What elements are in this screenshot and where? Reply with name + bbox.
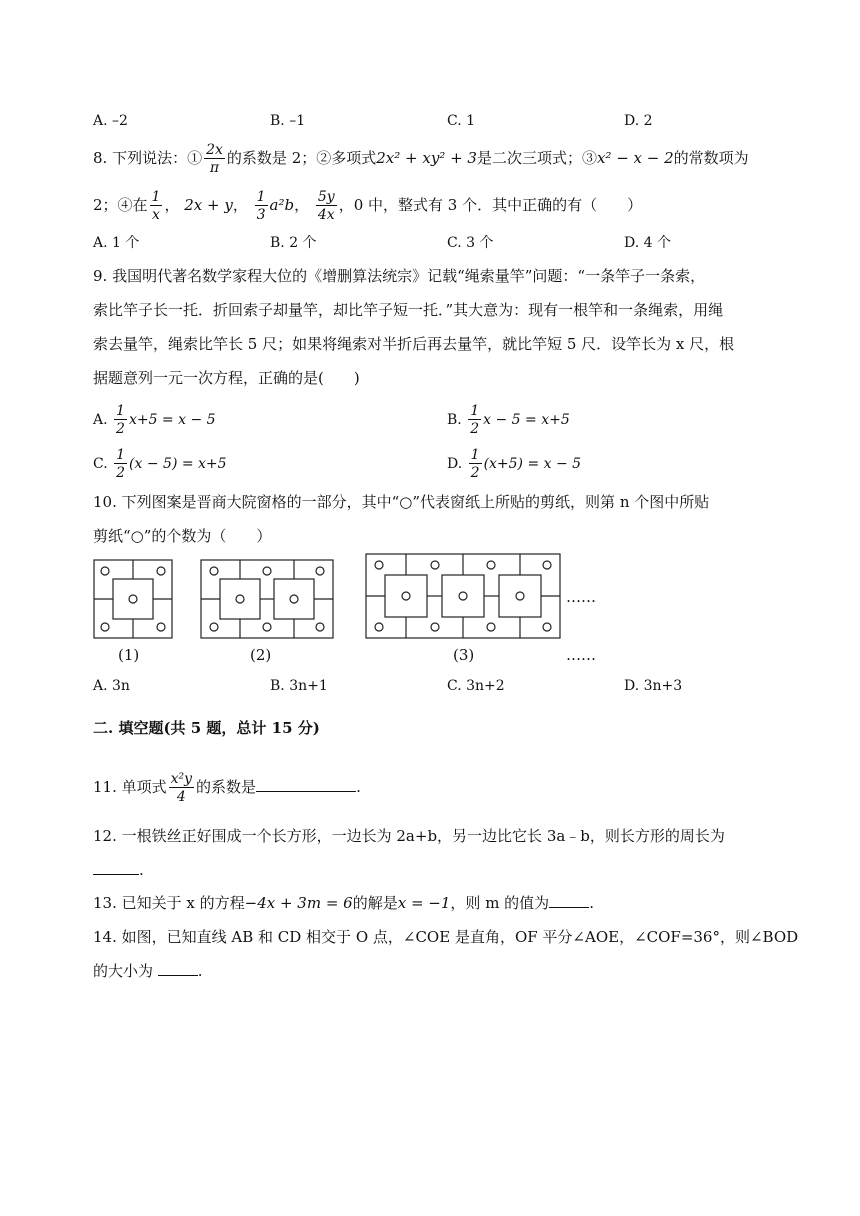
q10-line2: 剪纸“○”的个数为（ ） xyxy=(93,527,272,545)
q14-answer-blank[interactable] xyxy=(158,961,198,976)
frac-denominator: 2 xyxy=(116,421,125,437)
q12-line2 xyxy=(93,860,144,880)
q8-expr-a2b: a²b xyxy=(269,196,295,214)
frac-denominator: 2 xyxy=(470,421,480,437)
q8-polynomial: 2x² + xy² + 3 xyxy=(376,149,477,167)
option-label: B. xyxy=(447,412,462,428)
q11-lead: 11. 单项式 xyxy=(93,778,167,796)
q8-fraction-1-3 xyxy=(255,190,268,222)
frac-numerator: 1 xyxy=(256,189,266,205)
q13-mid: 的解是 xyxy=(352,894,398,912)
fraction-one-half xyxy=(469,448,482,480)
q8-fraction-1-x xyxy=(150,190,163,222)
fraction-one-half xyxy=(114,448,127,480)
frac-numerator: 1 xyxy=(116,403,125,419)
figure-caption-2: (2) xyxy=(250,646,272,664)
window-lattice-figure-2 xyxy=(200,559,334,639)
q8-line2-start: 2；④在 xyxy=(93,196,148,214)
q9-line2: 索比竿子长一托．折回索子却量竿，却比竿子短一托．”其大意为：现有一根竿和一条绳索，用绳 xyxy=(93,301,724,319)
fraction-one-half xyxy=(114,404,127,436)
frac-denominator: x xyxy=(152,207,160,223)
q11-monomial-fraction xyxy=(169,772,194,804)
q8-text1: 的系数是 2；②多项式 xyxy=(226,149,377,167)
q9-option-b xyxy=(447,404,570,436)
fraction-one-half xyxy=(468,404,481,436)
q13-period: . xyxy=(589,894,594,912)
frac-numerator: 1 xyxy=(470,447,480,463)
q8-option-c: C. 3 个 xyxy=(447,235,494,251)
figure-caption-1: (1) xyxy=(118,646,140,664)
q9-line3: 索去量竿，绳索比竿长 5 尺；如果将绳索对半折后再去量竿，就比竿短 5 尺．设竿长为 x 尺，根 xyxy=(93,335,735,353)
q13-solution: x = −1 xyxy=(397,894,451,912)
q7-option-c: C. 1 xyxy=(447,113,476,129)
q8-option-a: A. 1 个 xyxy=(93,235,140,251)
q13-answer-blank[interactable] xyxy=(549,893,589,908)
window-lattice-figure-1 xyxy=(93,559,173,639)
q9-option-c xyxy=(93,448,227,480)
q8-line1 xyxy=(93,143,749,175)
frac-numerator: 1 xyxy=(470,403,480,419)
frac-numerator: 1 xyxy=(151,189,161,205)
q8-polynomial2: x² − x − 2 xyxy=(596,149,674,167)
q10-option-d: D. 3n+3 xyxy=(624,678,683,694)
option-equation: (x+5) = x − 5 xyxy=(483,456,582,472)
q8-lead: 下列说法：① xyxy=(112,149,203,167)
q12-period: . xyxy=(139,861,144,879)
lattice-drawing-2 xyxy=(200,559,334,639)
option-label: A. xyxy=(93,412,108,428)
q8-text2: 是二次三项式；③ xyxy=(476,149,597,167)
frac-denominator: 3 xyxy=(256,207,266,223)
lattice-drawing-3 xyxy=(365,553,561,639)
q14-line2 xyxy=(93,961,203,981)
q8-option-b: B. 2 个 xyxy=(270,235,317,251)
option-equation: (x − 5) = x+5 xyxy=(129,456,227,472)
q14-line1: 14. 如图，已知直线 AB 和 CD 相交于 O 点，∠COE 是直角，OF 平分∠AOE，∠COF=36°，则∠BOD xyxy=(93,928,799,946)
q9-option-a xyxy=(93,404,216,436)
q9-line4: 据题意列一元一次方程，正确的是( ) xyxy=(93,369,360,387)
q11-line xyxy=(93,772,361,804)
option-equation: x+5 = x − 5 xyxy=(128,412,216,428)
frac-denominator: 4x xyxy=(317,207,335,223)
q13-tail: ，则 m 的值为 xyxy=(450,894,550,912)
figure-continuation-ellipsis: …… xyxy=(566,588,596,606)
q13-lead: 13. 已知关于 x 的方程 xyxy=(93,894,245,912)
q13-equation: −4x + 3m = 6 xyxy=(244,894,353,912)
frac-numerator: 5y xyxy=(317,189,335,205)
q7-option-b: B. –1 xyxy=(270,113,306,129)
lattice-drawing-1 xyxy=(93,559,173,639)
q10-line1: 10. 下列图案是晋商大院窗格的一部分，其中“○”代表窗纸上所贴的剪纸，则第 n 个图中所贴 xyxy=(93,493,710,511)
q9-option-d xyxy=(447,448,581,480)
q8-option-d: D. 4 个 xyxy=(624,235,671,251)
section-heading-fill-in: 二. 填空题(共 5 题，总计 15 分) xyxy=(93,719,320,737)
frac-numerator: 1 xyxy=(116,447,126,463)
q8-fraction-2x-pi xyxy=(204,143,225,175)
q11-period: . xyxy=(356,778,361,796)
window-lattice-figure-3 xyxy=(365,553,561,639)
option-equation: x − 5 = x+5 xyxy=(483,412,570,428)
q13-line xyxy=(93,893,594,913)
figure-caption-3: (3) xyxy=(453,646,475,664)
option-label: C. xyxy=(93,456,108,472)
q14-period: . xyxy=(197,962,203,980)
q12-line1: 12. 一根铁丝正好围成一个长方形，一边长为 2a+b，另一边比它长 3a﹣b，则长方形的周长为 xyxy=(93,827,725,845)
q8-fraction-5y-4x xyxy=(316,190,337,222)
frac-numerator: 2x xyxy=(206,142,223,158)
frac-denominator: 2 xyxy=(470,465,480,481)
option-label: D. xyxy=(447,456,463,472)
q9-line1: 9. 我国明代著名数学家程大位的《增删算法统宗》记载“绳索量竿”问题：“一条竿子一条索， xyxy=(93,267,706,285)
q7-option-d: D. 2 xyxy=(624,113,653,129)
q8-text3: 的常数项为 xyxy=(673,149,749,167)
q14-lead: 的大小为 xyxy=(93,962,154,980)
frac-numerator: x²y xyxy=(170,771,193,787)
frac-denominator: 2 xyxy=(116,465,126,481)
caption-continuation-ellipsis: …… xyxy=(566,646,596,664)
frac-denominator: π xyxy=(209,160,220,176)
q8-expr-2x-y: 2x + y xyxy=(184,196,233,214)
q10-option-b: B. 3n+1 xyxy=(270,678,328,694)
frac-denominator: 4 xyxy=(176,789,186,805)
q11-answer-blank[interactable] xyxy=(256,777,356,792)
q8-number: 8. xyxy=(93,149,108,167)
q7-option-a: A. –2 xyxy=(93,113,128,129)
q11-tail: 的系数是 xyxy=(196,778,257,796)
q8-line2-end: ，0 中，整式有 3 个．其中正确的有（ ） xyxy=(338,196,643,214)
q8-line2: 2；④在 $\frac{1}{x}$ ， 2x + y， $\frac{1}{3}$ a²b， $\frac{5y}{4x}$ ，0 中，整式有 3 个．其中正确的有（ ） xyxy=(93,189,643,223)
q10-option-a: A. 3n xyxy=(93,678,130,694)
q10-option-c: C. 3n+2 xyxy=(447,678,505,694)
q12-answer-blank[interactable] xyxy=(93,860,139,875)
